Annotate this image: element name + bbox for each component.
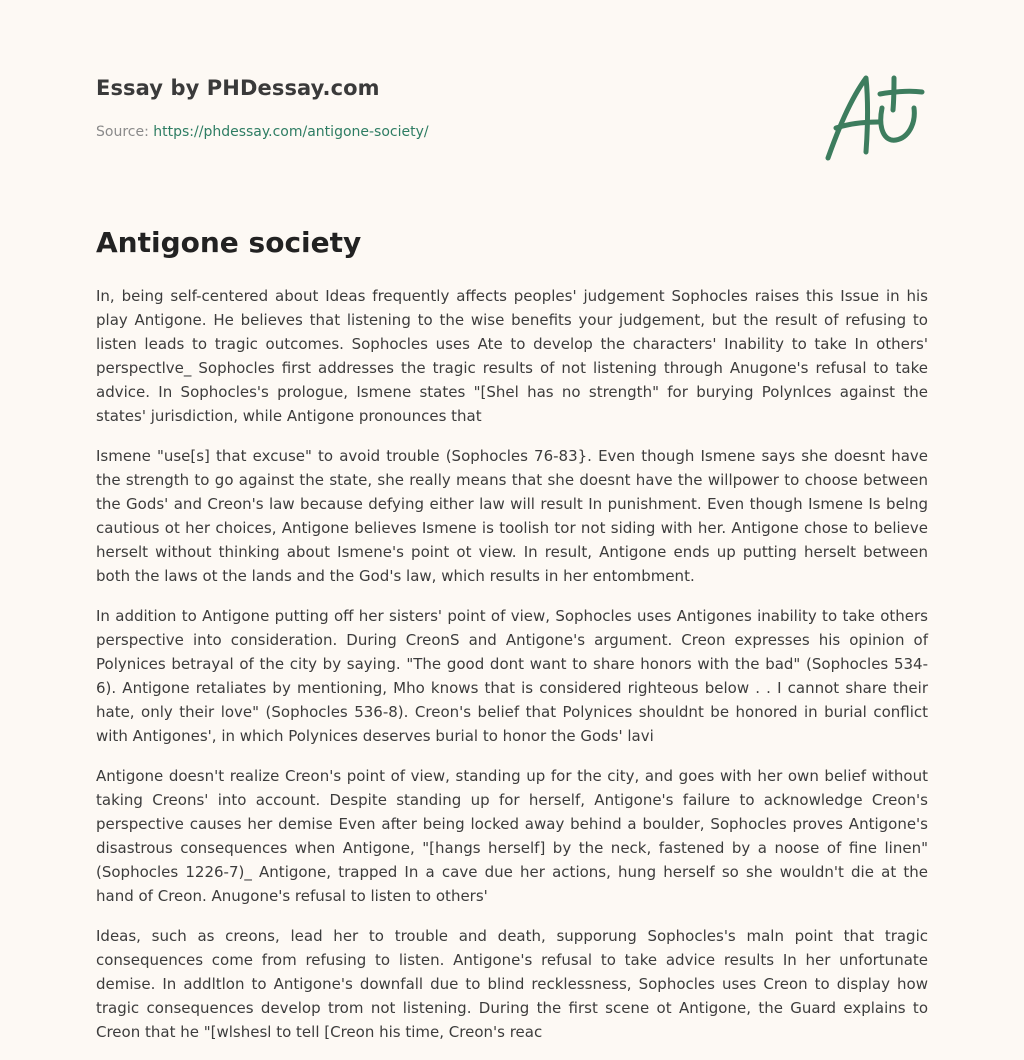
- essay-paragraph: Ismene "use[s] that excuse" to avoid trouble (Sophocles 76-83}. Even though Ismene says she doesnt have the strength to go against the state, she really means that she doesnt have the willpower to choose between the Gods' and Creon's law because defying either law will result In punishment. Even though Ismene Is belng cautious ot her choices, Antigone believes Ismene is toolish tor not siding with her. Antigone chose to believe herselt without thinking about Ismene's point ot view. In result, Antigone ends up putting herselt between both the laws ot the lands and the God's law, which results in her entombment.: [96, 447, 928, 585]
- essay-paragraph: In addition to Antigone putting off her sisters' point of view, Sophocles uses Antigones inability to take others perspective into consideration. During CreonS and Antigone's argument. Creon expresses his opinion of Polynices betrayal of the city by saying. "The good dont want to share honors with the bad" (Sophocles 534-6). Antigone retaliates by mentioning, Mho knows that is considered righteous below . . I cannot share their hate, only their love" (Sophocles 536-8). Creon's belief that Polynices shouldnt be honored in burial conflict with Antigones', in which Polynices deserves burial to honor the Gods' lavi: [96, 607, 928, 745]
- a-plus-logo-icon: [822, 68, 932, 164]
- essay-title: Antigone society: [96, 226, 362, 259]
- essay-body: [96, 284, 928, 1060]
- essay-paragraph: In, being self-centered about Ideas frequently affects peoples' judgement Sophocles raises this Issue in his play Antigone. He believes that listening to the wise benefits your judgement, but the result of refusing to listen leads to tragic outcomes. Sophocles uses Ate to develop the characters' Inability to take In others' perspectlve_ Sophocles first addresses the tragic results of not listening through Anugone's refusal to take advice. In Sophocles's prologue, Ismene states "[Shel has no strength" for burying Polynlces against the states' jurisdiction, while Antigone pronounces that: [96, 287, 928, 425]
- source-link[interactable]: https://phdessay.com/antigone-society/: [153, 124, 429, 140]
- essay-paragraph: Antigone doesn't realize Creon's point of view, standing up for the city, and goes with her own belief without taking Creons' into account. Despite standing up for herself, Antigone's failure to acknowledge Creon's perspective causes her demise Even after being locked away behind a boulder, Sophocles proves Antigone's disastrous consequences when Antigone, "[hangs herself] by the neck, fastened by a noose of fine linen" (Sophocles 1226-7)_ Antigone, trapped In a cave due her actions, hung herself so she wouldn't die at the hand of Creon. Anugone's refusal to listen to others': [96, 767, 928, 905]
- site-header-title: Essay by PHDessay.com: [96, 76, 380, 100]
- essay-paragraph: Ideas, such as creons, lead her to trouble and death, supporung Sophocles's maln point that tragic consequences come from refusing to listen. Antigone's refusal to take advice results In her unfortunate demise. In addltlon to Antigone's downfall due to blind recklessness, Sophocles uses Creon to display how tragic consequences develop trom not listening. During the first scene ot Antigone, the Guard explains to Creon that he "[wlshesl to tell [Creon his time, Creon's reac: [96, 927, 928, 1041]
- source-line: [96, 124, 429, 140]
- source-label: Source:: [96, 124, 149, 140]
